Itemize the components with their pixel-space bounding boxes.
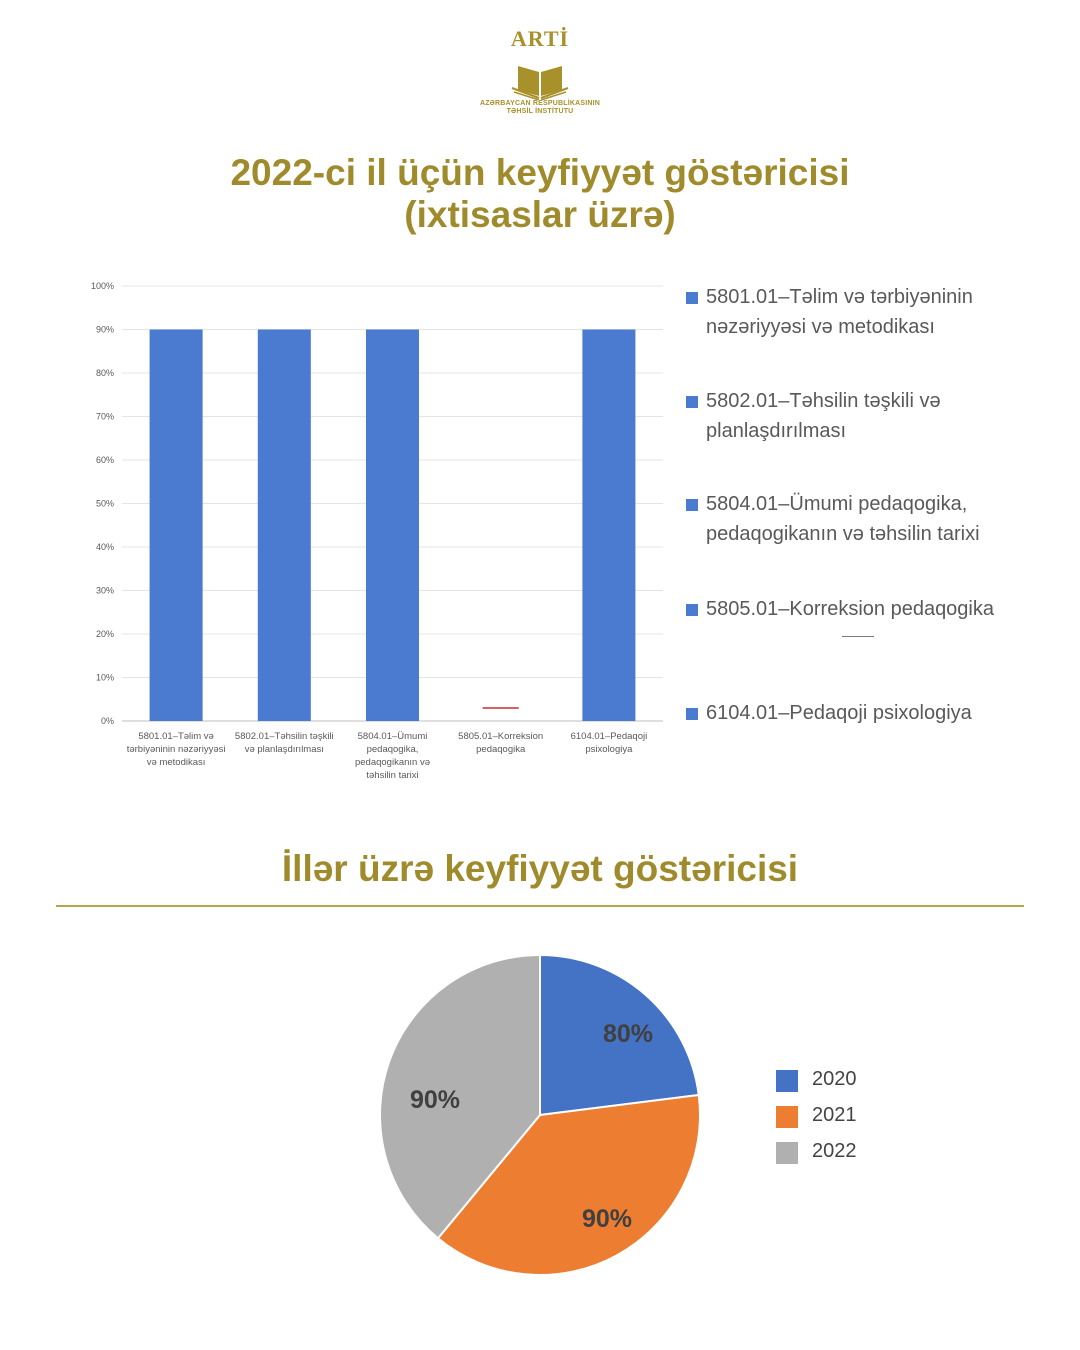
logo-line-1: AZƏRBAYCAN RESPUBLİKASININ (479, 100, 601, 107)
pie-legend-swatch (776, 1106, 798, 1128)
pie-legend-label: 2020 (812, 1068, 857, 1090)
legend-label: 6104.01–Pedaqoji psixologiya (706, 702, 972, 724)
pie-legend-item-2021 (776, 1102, 896, 1126)
bar-chart-legend (686, 282, 1026, 762)
pie-data-label: 90% (581, 1205, 633, 1233)
bar (366, 330, 419, 722)
y-tick-label: 70% (95, 411, 114, 422)
y-tick-label: 30% (95, 585, 114, 596)
bar (150, 330, 203, 722)
x-category-label: 5804.01–Ümumi pedaqogika, pedaqogikanın və təhsilin tarixi (354, 731, 431, 781)
logo-wordmark: ARTİ (510, 26, 570, 51)
legend-label: 5801.01–Təlim və tərbiyəninin nəzəriyyəsi və metodikası (706, 286, 973, 338)
pie-legend-label: 2022 (812, 1140, 857, 1162)
legend-label: 5805.01–Korreksion pedaqogika (706, 598, 994, 620)
bar-chart-title-line-2: (ixtisaslar üzrə) (404, 194, 676, 235)
title-divider (56, 905, 1024, 907)
bar-chart-title-line-1: 2022-ci il üçün keyfiyyət göstəricisi (230, 152, 850, 193)
x-category-label: 5801.01–Təlim və tərbiyəninin nəzəriyyəsi və metodikası (126, 731, 226, 768)
pie-data-label: 80% (602, 1020, 654, 1048)
y-tick-label: 40% (95, 542, 114, 552)
y-tick-label: 80% (95, 368, 114, 378)
y-tick-label: 20% (95, 629, 114, 639)
pie-chart-title: İllər üzrə keyfiyyət göstəricisi (281, 848, 799, 889)
pie-legend-item-2022 (776, 1138, 896, 1162)
legend-swatch (686, 708, 698, 720)
bar-chart (80, 270, 680, 790)
open-book-icon (510, 54, 570, 100)
logo-line-2: TƏHSİL İNSTİTUTU (506, 108, 574, 115)
y-tick-label: 100% (90, 281, 114, 291)
pie-legend-swatch (776, 1070, 798, 1092)
legend-dash-line (842, 636, 874, 637)
pie-legend-item-2020 (776, 1066, 896, 1090)
pie-legend-label: 2021 (812, 1104, 857, 1126)
pie-legend-swatch (776, 1142, 798, 1164)
legend-swatch (686, 292, 698, 304)
pie-data-label: 90% (409, 1086, 461, 1114)
legend-label: 5804.01–Ümumi pedaqogika, pedaqogikanın və təhsilin tarixi (706, 493, 980, 545)
y-tick-label: 60% (95, 455, 114, 465)
x-category-label: 6104.01–Pedaqoji psixologiya (570, 731, 648, 755)
bar-chart-title (0, 152, 1080, 236)
bar (582, 330, 635, 722)
y-tick-label: 0% (100, 716, 114, 726)
y-tick-label: 90% (95, 324, 114, 335)
y-tick-label: 10% (95, 672, 114, 683)
x-category-label: 5805.01–Korreksion pedaqogika (458, 731, 544, 755)
arti-logo (470, 26, 610, 126)
legend-swatch (686, 499, 698, 511)
legend-label: 5802.01–Təhsilin təşkili və planlaşdırılması (706, 390, 941, 442)
legend-swatch (686, 396, 698, 408)
legend-swatch (686, 604, 698, 616)
bar (258, 330, 311, 722)
pie-chart (360, 935, 720, 1295)
x-category-label: 5802.01–Təhsilin təşkili və planlaşdırılması (234, 731, 334, 755)
y-tick-label: 50% (95, 498, 114, 509)
